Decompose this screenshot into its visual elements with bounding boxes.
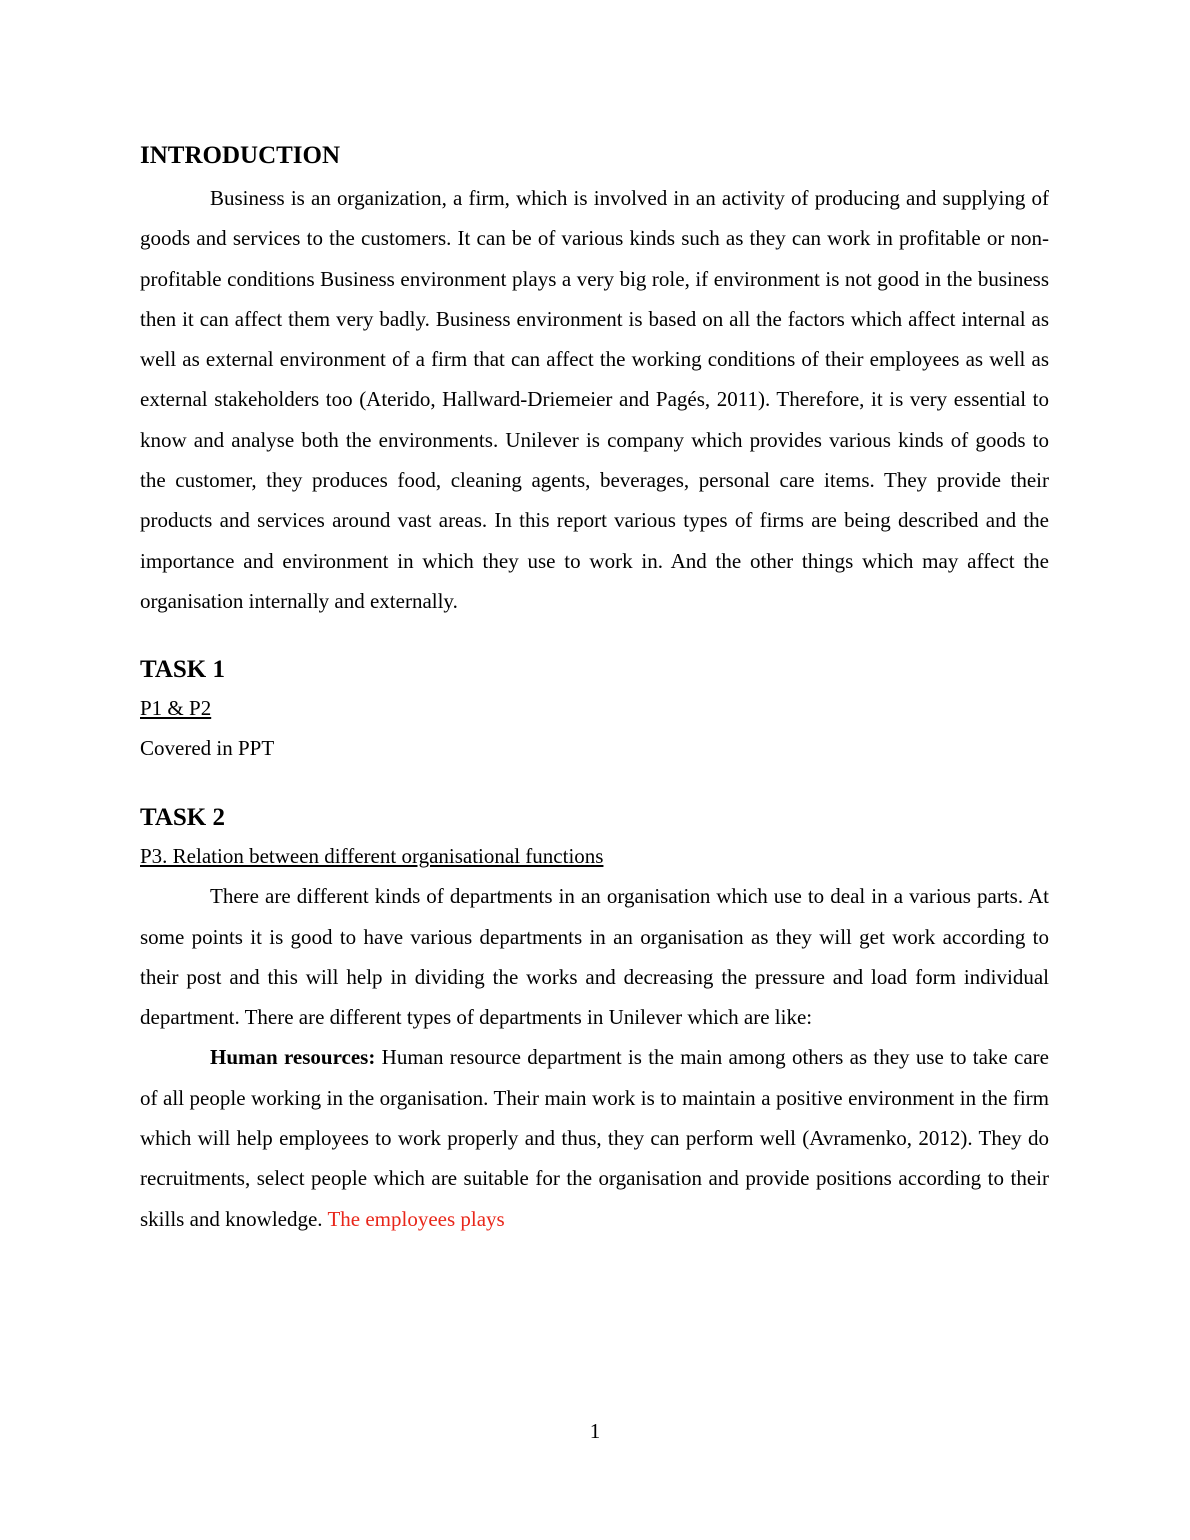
page-number: 1: [589, 1419, 601, 1443]
introduction-heading: INTRODUCTION: [140, 142, 341, 169]
task2-subheading: P3. Relation between different organisational functions: [140, 844, 604, 869]
hr-text: Human resource department is the main among others as they use to take care of all people working in the organisation. Their main work is to maintain a positive environment in the firm which will help employees to work properly and thus, they can perform well (Avramenko, 2012). They do recruitments, select people which are suitable for the organisation and provide positions according to their skills and knowledge.: [140, 1045, 1049, 1231]
page-content: [140, 138, 1049, 1239]
task2-paragraph: There are different kinds of departments in an organisation which use to deal in a various parts. At some points it is good to have various departments in an organisation as they will get work according to their post and this will help in dividing the works and decreasing the pressure and load form individual department. There are different types of departments in Unilever which are like:: [140, 884, 1049, 1030]
task2-heading: TASK 2: [140, 804, 225, 832]
task1-text: Covered in PPT: [140, 736, 275, 761]
hr-label: Human resources:: [210, 1045, 376, 1070]
introduction-paragraph: Business is an organization, a firm, which is involved in an activity of producing and supplying of goods and services to the customers. It can be of various kinds such as they can work in profitable or non-profitable conditions Business environment plays a very big role, if environment is not good in the business then it can affect them very badly. Business environment is based on all the factors which affect internal as well as external environment of a firm that can affect the working conditions of their employees as well as external stakeholders too (Aterido, Hallward-Driemeier and Pagés, 2011). Therefore, it is very essential to know and analyse both the environments. Unilever is company which provides various kinds of goods to the customer, they produces food, cleaning agents, beverages, personal care items. They provide their products and services around vast areas. In this report various types of firms are being described and the importance and environment in which they use to work in. And the other things which may affect the organisation internally and externally.: [140, 186, 1049, 613]
task1-heading: TASK 1: [140, 656, 225, 684]
hr-highlight-text: The employees plays: [327, 1206, 505, 1231]
task1-subheading: P1 & P2: [140, 696, 212, 721]
hr-paragraph: [140, 1037, 1049, 1238]
